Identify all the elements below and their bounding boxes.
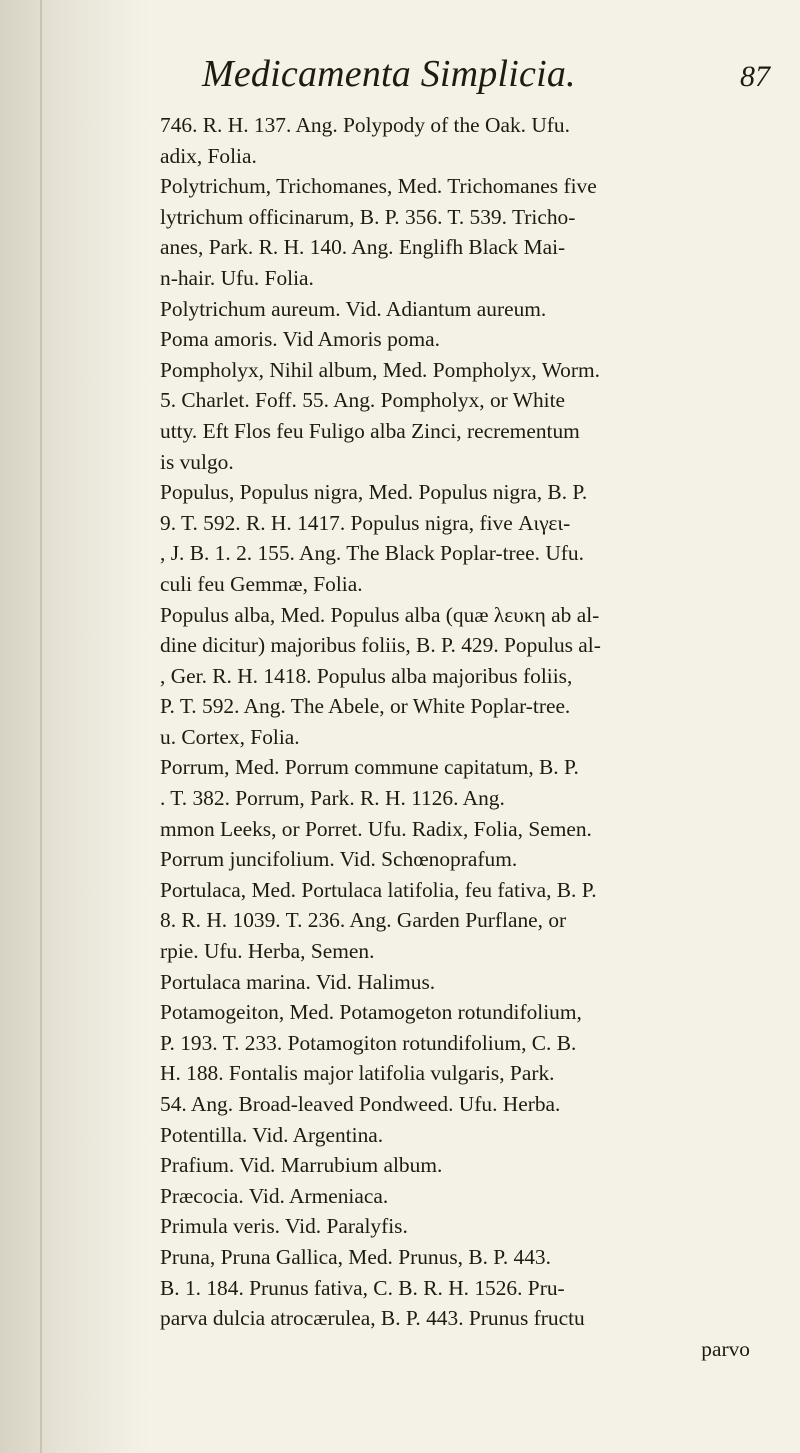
text-line: P. T. 592. Ang. The Abele, or White Poplar-tree.: [160, 694, 571, 719]
text-line: , J. B. 1. 2. 155. Ang. The Black Poplar-tree. Ufu.: [160, 541, 584, 566]
text-line: Polytrichum aureum. Vid. Adiantum aureum.: [160, 296, 547, 321]
text-line: Poma amoris. Vid Amoris poma.: [160, 327, 440, 352]
text-line: 8. R. H. 1039. T. 236. Ang. Garden Purflane, or: [160, 908, 567, 933]
text-line: Potentilla. Vid. Argentina.: [160, 1122, 384, 1147]
text-line: Porrum juncifolium. Vid. Schœnoprafum.: [160, 847, 518, 872]
page-number: 87: [740, 60, 770, 93]
text-line: Primula veris. Vid. Paralyfis.: [160, 1214, 408, 1239]
catchword: parvo: [701, 1336, 750, 1361]
text-line: H. 188. Fontalis major latifolia vulgaris, Park.: [160, 1061, 555, 1086]
text-line: Polytrichum, Trichomanes, Med. Trichomanes five: [160, 174, 597, 199]
text-line: mmon Leeks, or Porret. Ufu. Radix, Folia, Semen.: [160, 816, 592, 841]
text-line: P. 193. T. 233. Potamogiton rotundifolium, C. B.: [160, 1030, 577, 1055]
running-title: Medicamenta Simplicia.: [202, 53, 576, 95]
text-line: is vulgo.: [160, 449, 234, 474]
text-line: B. 1. 184. Prunus fativa, C. B. R. H. 1526. Pru-: [160, 1275, 565, 1300]
text-line: Portulaca marina. Vid. Halimus.: [160, 969, 436, 994]
text-line: adix, Folia.: [160, 143, 257, 168]
text-line: Pruna, Pruna Gallica, Med. Prunus, B. P. 443.: [160, 1244, 551, 1269]
text-line: Portulaca, Med. Portulaca latifolia, feu fativa, B. P.: [160, 877, 597, 902]
text-line: lytrichum officinarum, B. P. 356. T. 539. Tricho-: [160, 204, 576, 229]
book-page: [160, 52, 780, 1364]
gutter-fold-line: [40, 0, 42, 1453]
text-line: 9. T. 592. R. H. 1417. Populus nigra, five Αιγει-: [160, 510, 571, 535]
text-line: , Ger. R. H. 1418. Populus alba majoribus foliis,: [160, 663, 573, 688]
text-line: parva dulcia atrocærulea, B. P. 443. Prunus fructu: [160, 1306, 585, 1331]
text-line: dine dicitur) majoribus foliis, B. P. 429. Populus al-: [160, 633, 601, 658]
book-gutter-shadow: [0, 0, 150, 1453]
text-line: utty. Eft Flos feu Fuligo alba Zinci, recrementum: [160, 418, 580, 443]
text-line: Potamogeiton, Med. Potamogeton rotundifolium,: [160, 1000, 582, 1025]
text-line: culi feu Gemmæ, Folia.: [160, 571, 363, 596]
text-line: 54. Ang. Broad-leaved Pondweed. Ufu. Herba.: [160, 1092, 561, 1116]
text-line: 746. R. H. 137. Ang. Polypody of the Oak. Ufu.: [160, 113, 570, 137]
text-line: Pompholyx, Nihil album, Med. Pompholyx, Worm.: [160, 357, 600, 382]
text-line: Prafium. Vid. Marrubium album.: [160, 1153, 443, 1178]
text-line: u. Cortex, Folia.: [160, 724, 300, 749]
text-line: 5. Charlet. Foff. 55. Ang. Pompholyx, or White: [160, 388, 566, 413]
page-body: [160, 110, 780, 1364]
text-line: Porrum, Med. Porrum commune capitatum, B. P.: [160, 755, 579, 780]
text-line: . T. 382. Porrum, Park. R. H. 1126. Ang.: [160, 786, 505, 811]
text-line: n-hair. Ufu. Folia.: [160, 265, 314, 290]
text-line: Populus alba, Med. Populus alba (quæ λευκη ab al-: [160, 602, 600, 627]
text-line: rpie. Ufu. Herba, Semen.: [160, 939, 375, 964]
text-line: Populus, Populus nigra, Med. Populus nigra, B. P.: [160, 480, 588, 505]
text-line: Præcocia. Vid. Armeniaca.: [160, 1183, 389, 1208]
text-line: anes, Park. R. H. 140. Ang. Englifh Black Mai-: [160, 235, 566, 260]
page-header: [202, 52, 770, 96]
